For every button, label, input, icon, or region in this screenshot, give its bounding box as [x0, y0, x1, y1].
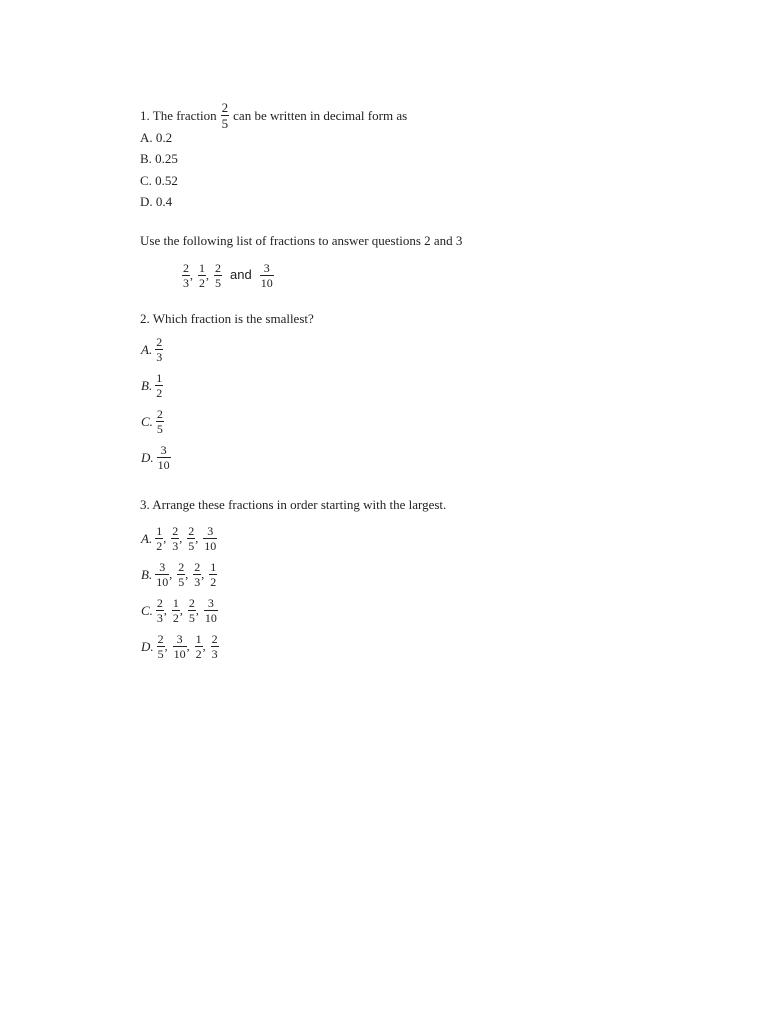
option-fraction [211, 633, 219, 660]
fraction-denominator: 10 [156, 575, 169, 589]
option-fraction [188, 597, 196, 624]
fraction-numerator: 1 [195, 632, 202, 646]
question-2-option-d [141, 444, 171, 471]
list-fraction-3 [214, 262, 222, 289]
fraction-numerator: 3 [159, 560, 166, 574]
fraction-denominator: 3 [156, 611, 163, 625]
option-fraction [173, 633, 187, 660]
fraction-numerator: 2 [157, 632, 164, 646]
option-letter: A. [141, 341, 153, 357]
fraction-numerator: 1 [172, 596, 179, 610]
fraction-numerator: 3 [207, 524, 214, 538]
list-separator: , [206, 268, 209, 282]
option-fraction [203, 525, 217, 552]
fraction-numerator: 2 [156, 335, 163, 349]
fraction-denominator: 10 [173, 647, 186, 661]
option-fraction [204, 597, 218, 624]
fraction-denominator: 2 [195, 647, 202, 661]
fraction-numerator: 2 [211, 632, 218, 646]
question-3-option-d [141, 633, 219, 660]
fraction-denominator: 2 [210, 575, 217, 589]
fraction-numerator: 3 [160, 443, 167, 457]
option-fraction [155, 372, 163, 399]
option-fraction [155, 561, 169, 588]
question-3-option-a [141, 525, 217, 552]
fraction-separator: , [185, 567, 189, 581]
list-separator: , [190, 268, 193, 282]
question-2-text: 2. Which fraction is the smallest? [140, 311, 314, 326]
list-fraction-2 [198, 262, 206, 289]
fraction-numerator: 3 [263, 261, 270, 275]
fraction-separator: , [179, 603, 183, 617]
option-fraction [187, 525, 195, 552]
question-1-option-a: A. 0.2 [140, 130, 173, 145]
option-fraction [155, 525, 163, 552]
fraction-separator: , [201, 567, 205, 581]
fraction-separator: , [186, 639, 190, 653]
fraction-numerator: 2 [194, 560, 201, 574]
question-1-fraction [221, 101, 230, 130]
option-fraction [193, 561, 201, 588]
fraction-denominator: 3 [156, 350, 163, 364]
fraction-denominator: 5 [178, 575, 185, 589]
fraction-denominator: 2 [156, 386, 163, 400]
option-fraction [177, 561, 185, 588]
question-3-text: 3. Arrange these fractions in order starting with the largest. [140, 497, 447, 512]
option-fraction [157, 633, 165, 660]
fraction-denominator: 2 [199, 276, 205, 290]
question-3-option-b [141, 561, 217, 588]
fraction-separator: , [163, 531, 167, 545]
fraction-numerator: 1 [199, 261, 205, 275]
fraction-numerator: 2 [156, 596, 163, 610]
option-letter: D. [141, 449, 154, 465]
fraction-denominator: 3 [183, 276, 189, 290]
option-fraction [171, 525, 179, 552]
option-fraction [156, 408, 164, 435]
fraction-separator: , [163, 603, 167, 617]
question-1-suffix: can be written in decimal form as [233, 107, 408, 123]
fraction-numerator: 2 [215, 261, 221, 275]
fraction-separator: , [195, 531, 199, 545]
fraction-denominator: 3 [194, 575, 201, 589]
fraction-denominator: 10 [260, 276, 273, 290]
fraction-numerator: 3 [207, 596, 214, 610]
option-fraction [195, 633, 203, 660]
fraction-separator: , [164, 639, 168, 653]
question-1-option-c: C. 0.52 [140, 173, 178, 188]
fraction-denominator: 10 [157, 458, 170, 472]
option-fraction [157, 444, 171, 471]
fraction-numerator: 2 [156, 407, 163, 421]
option-fraction [156, 597, 164, 624]
question-1-option-b: B. 0.25 [140, 151, 178, 166]
fraction-denominator: 2 [172, 611, 179, 625]
question-3-option-c [141, 597, 218, 624]
option-letter: B. [141, 566, 153, 582]
fraction-denominator: 3 [172, 539, 179, 553]
question-2-option-b [141, 372, 163, 399]
fraction-denominator: 5 [188, 611, 195, 625]
option-letter: C. [141, 602, 153, 618]
fraction-denominator: 3 [211, 647, 218, 661]
fraction-list [182, 262, 274, 289]
fraction-denominator: 5 [156, 422, 163, 436]
fraction-denominator: 5 [188, 539, 195, 553]
instructions-text: Use the following list of fractions to answer questions 2 and 3 [140, 233, 463, 248]
option-letter: D. [141, 638, 154, 654]
option-fraction [209, 561, 217, 588]
fraction-numerator: 3 [176, 632, 183, 646]
fraction-denominator: 10 [204, 539, 217, 553]
option-letter: C. [141, 413, 153, 429]
fraction-denominator: 10 [204, 611, 217, 625]
option-fraction [172, 597, 180, 624]
question-1-prompt [140, 101, 407, 130]
fraction-numerator: 2 [188, 596, 195, 610]
option-fraction [155, 336, 163, 363]
fraction-denominator: 5 [221, 116, 229, 131]
fraction-numerator: 2 [188, 524, 195, 538]
fraction-numerator: 1 [156, 371, 163, 385]
question-1-option-d: D. 0.4 [140, 194, 173, 209]
question-2-option-a [141, 336, 163, 363]
fraction-numerator: 2 [172, 524, 179, 538]
fraction-separator: , [179, 531, 183, 545]
fraction-denominator: 5 [215, 276, 221, 290]
fraction-numerator: 2 [221, 100, 229, 115]
fraction-denominator: 5 [157, 647, 164, 661]
option-letter: B. [141, 377, 153, 393]
list-fraction-1 [182, 262, 190, 289]
list-and-word: and [230, 267, 252, 282]
fraction-numerator: 1 [210, 560, 217, 574]
fraction-separator: , [202, 639, 206, 653]
option-letter: A. [141, 530, 153, 546]
fraction-numerator: 2 [183, 261, 189, 275]
list-fraction-4 [260, 262, 274, 289]
fraction-denominator: 2 [156, 539, 163, 553]
question-1-prefix: 1. The fraction [140, 107, 217, 123]
fraction-separator: , [195, 603, 199, 617]
question-2-option-c [141, 408, 164, 435]
fraction-numerator: 2 [178, 560, 185, 574]
fraction-numerator: 1 [156, 524, 163, 538]
fraction-separator: , [169, 567, 173, 581]
